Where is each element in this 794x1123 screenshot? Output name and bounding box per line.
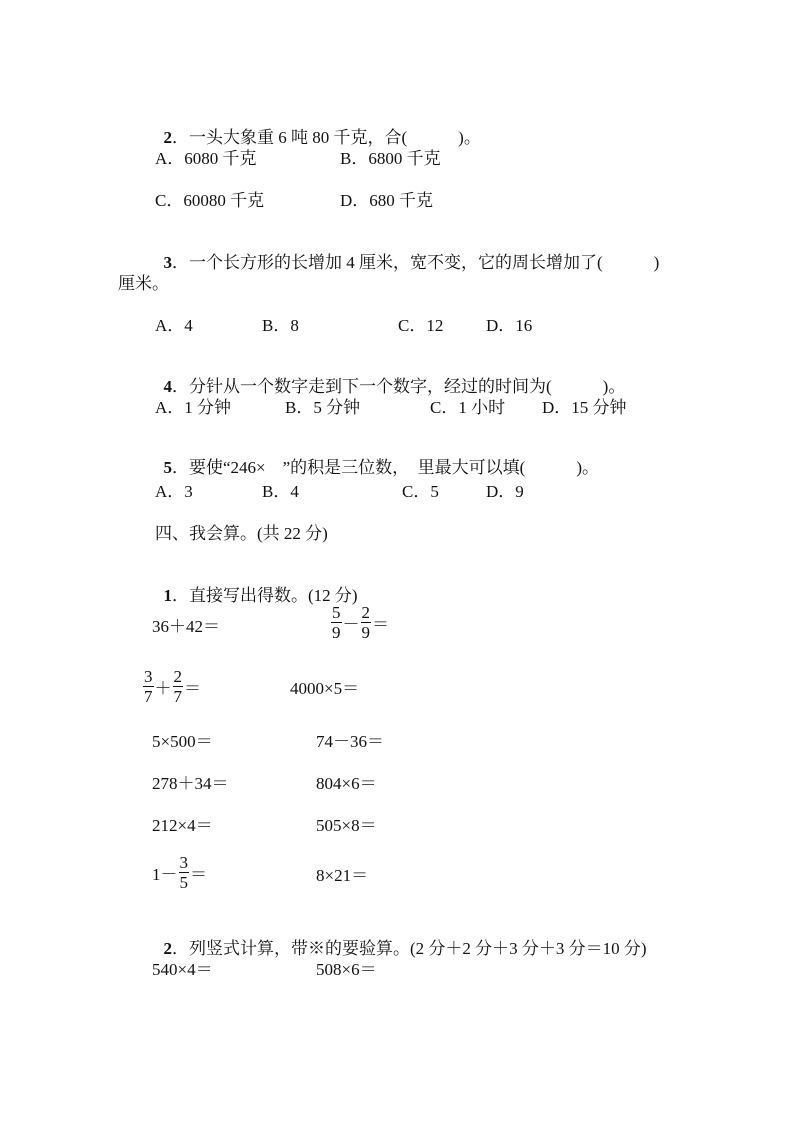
fraction: $\frac{5}{9}$	[332, 603, 341, 642]
question-text: ．要使“246× ”的积是三位数， 里最大可以填( )。	[172, 458, 599, 477]
option-c: C．60080 千克	[155, 191, 265, 210]
question-5-stem	[155, 438, 599, 478]
calc-item: 212×4＝	[152, 816, 213, 835]
option-a: A．3	[155, 482, 193, 501]
question-number: 2	[163, 128, 172, 147]
option-d: D．15 分钟	[542, 398, 627, 417]
option-c: C．1 小时	[430, 398, 506, 417]
fraction: $\frac{3}{7}$	[144, 667, 153, 706]
question-4-stem	[155, 357, 625, 397]
part-number: 2	[163, 939, 172, 958]
fraction: $\frac{2}{9}$	[361, 603, 370, 642]
section-title: 四、我会算。(共 22 分)	[155, 524, 328, 543]
option-c: C．12	[398, 316, 444, 335]
question-3-stem-continued: 厘米。	[118, 274, 169, 293]
question-number: 4	[163, 377, 172, 396]
option-b: B．5 分钟	[285, 398, 361, 417]
question-text: ．分针从一个数字走到下一个数字，经过的时间为( )。	[172, 377, 626, 396]
option-b: B．6800 千克	[340, 149, 441, 168]
calc-item: 36＋42＝	[152, 617, 220, 636]
option-d: D．680 千克	[340, 191, 434, 210]
calc-item: 278＋34＝	[152, 774, 229, 793]
fraction-expression: $\frac{5}{9}$ － $\frac{2}{9}$ ＝	[332, 603, 389, 642]
fraction: $\frac{2}{7}$	[173, 667, 182, 706]
part-number: 1	[163, 586, 172, 605]
fraction-expression: $\frac{3}{7}$ ＋ $\frac{2}{7}$ ＝	[144, 667, 201, 706]
calc-item: 505×8＝	[316, 816, 377, 835]
fraction: $\frac{3}{5}$	[179, 853, 188, 892]
part-text: ．列竖式计算，带※的要验算。(2 分＋2 分＋3 分＋3 分＝10 分)	[172, 939, 647, 958]
option-d: D．9	[486, 482, 524, 501]
option-b: B．8	[262, 316, 299, 335]
option-a: A．6080 千克	[155, 149, 257, 168]
option-b: B．4	[262, 482, 299, 501]
part-1-title	[155, 566, 358, 606]
calc-item: 540×4＝	[152, 960, 213, 979]
calc-item: 508×6＝	[316, 960, 377, 979]
part-2-title	[155, 919, 647, 959]
question-3-stem	[155, 233, 659, 273]
calc-item: 4000×5＝	[290, 679, 360, 698]
calc-item: 804×6＝	[316, 774, 377, 793]
option-a: A．4	[155, 316, 193, 335]
question-number: 3	[163, 253, 172, 272]
question-text: ．一头大象重 6 吨 80 千克，合( )。	[172, 128, 481, 147]
fraction-expression: 1－ $\frac{3}{5}$ ＝	[152, 853, 207, 892]
question-2-stem	[155, 108, 481, 148]
calc-item: 5×500＝	[152, 732, 213, 751]
option-d: D．16	[486, 316, 533, 335]
part-text: ．直接写出得数。(12 分)	[172, 586, 358, 605]
calc-item: 8×21＝	[316, 866, 369, 885]
question-number: 5	[163, 458, 172, 477]
question-text: ．一个长方形的长增加 4 厘米，宽不变，它的周长增加了( )	[172, 253, 660, 272]
option-a: A．1 分钟	[155, 398, 232, 417]
option-c: C．5	[402, 482, 439, 501]
calc-item: 74－36＝	[316, 732, 384, 751]
